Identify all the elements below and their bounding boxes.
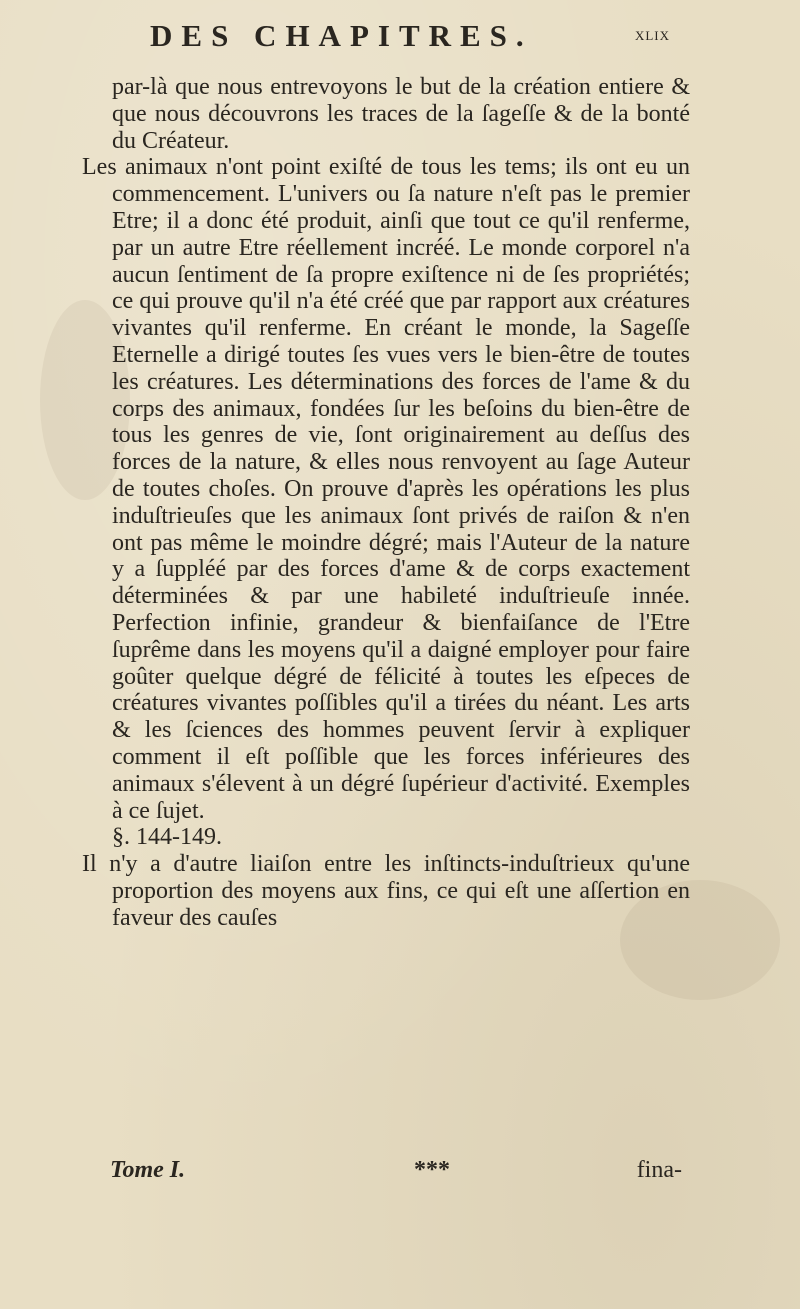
- section-reference: §. 144-149.: [112, 824, 222, 851]
- page-number: xlix: [634, 24, 670, 45]
- contents-entry: Il n'y a d'autre liaiſon entre les inſtincts-induſtrieux qu'une proportion des moyens aux fins, ce qui eſt une aſſertion en faveur des cauſes: [82, 851, 690, 931]
- volume-signature: Tome I.: [110, 1157, 186, 1183]
- running-title: DES CHAPITRES.: [150, 18, 533, 53]
- running-header: [150, 18, 690, 58]
- table-of-contents-text: [82, 74, 690, 932]
- catchword: fina-: [636, 1157, 682, 1183]
- paragraph-continuation: par-là que nous entrevoyons le but de la création entiere & que nous découvrons les traces de la ſageſſe & de la bonté du Créateur.: [112, 74, 690, 154]
- page-footer: [110, 1157, 682, 1189]
- contents-entry: Les animaux n'ont point exiſté de tous les tems; ils ont eu un commencement. L'univers ou ſa nature n'eſt pas le premier Etre; il a donc été produit, ainſi que tout ce qu'il renferme, par un autre Etre réellement incréé. Le monde corporel n'a aucun ſentiment de ſa propre exiſtence ni de ſes propriétés; ce qui prouve qu'il n'a été créé que par rapport aux créatures vivantes qu'il renferme. En créant le monde, la Sageſſe Eternelle a dirigé toutes ſes vues vers le bien-être de toutes les créatures. Les déterminations des forces de l'ame & du corps des animaux, fondées ſur les beſoins du bien-être de tous les genres de vie, ſont originairement au deſſus des forces de la nature, & elles nous renvoyent au ſage Auteur de toutes choſes. On prouve d'après les opérations les plus induſtrieuſes que les animaux ſont privés de raiſon & n'en ont pas même le moindre dégré; mais l'Auteur de la nature y a ſuppléé par des forces d'ame & de corps exactement déterminées & par une habileté induſtrieuſe innée. Perfection infinie, grandeur & bienfaiſance de l'Etre ſuprême dans les moyens qu'il a daigné employer pour faire goûter quelque dégré de félicité à toutes les eſpeces de créatures vivantes poſſibles qu'il a tirées du néant. Les arts & les ſciences des hommes peuvent ſervir à expliquer comment il eſt poſſible que les forces inférieures des animaux s'élevent à un dégré ſupérieur d'activité. Exemples à ce ſujet.: [82, 154, 690, 824]
- signature-mark: ***: [414, 1157, 450, 1183]
